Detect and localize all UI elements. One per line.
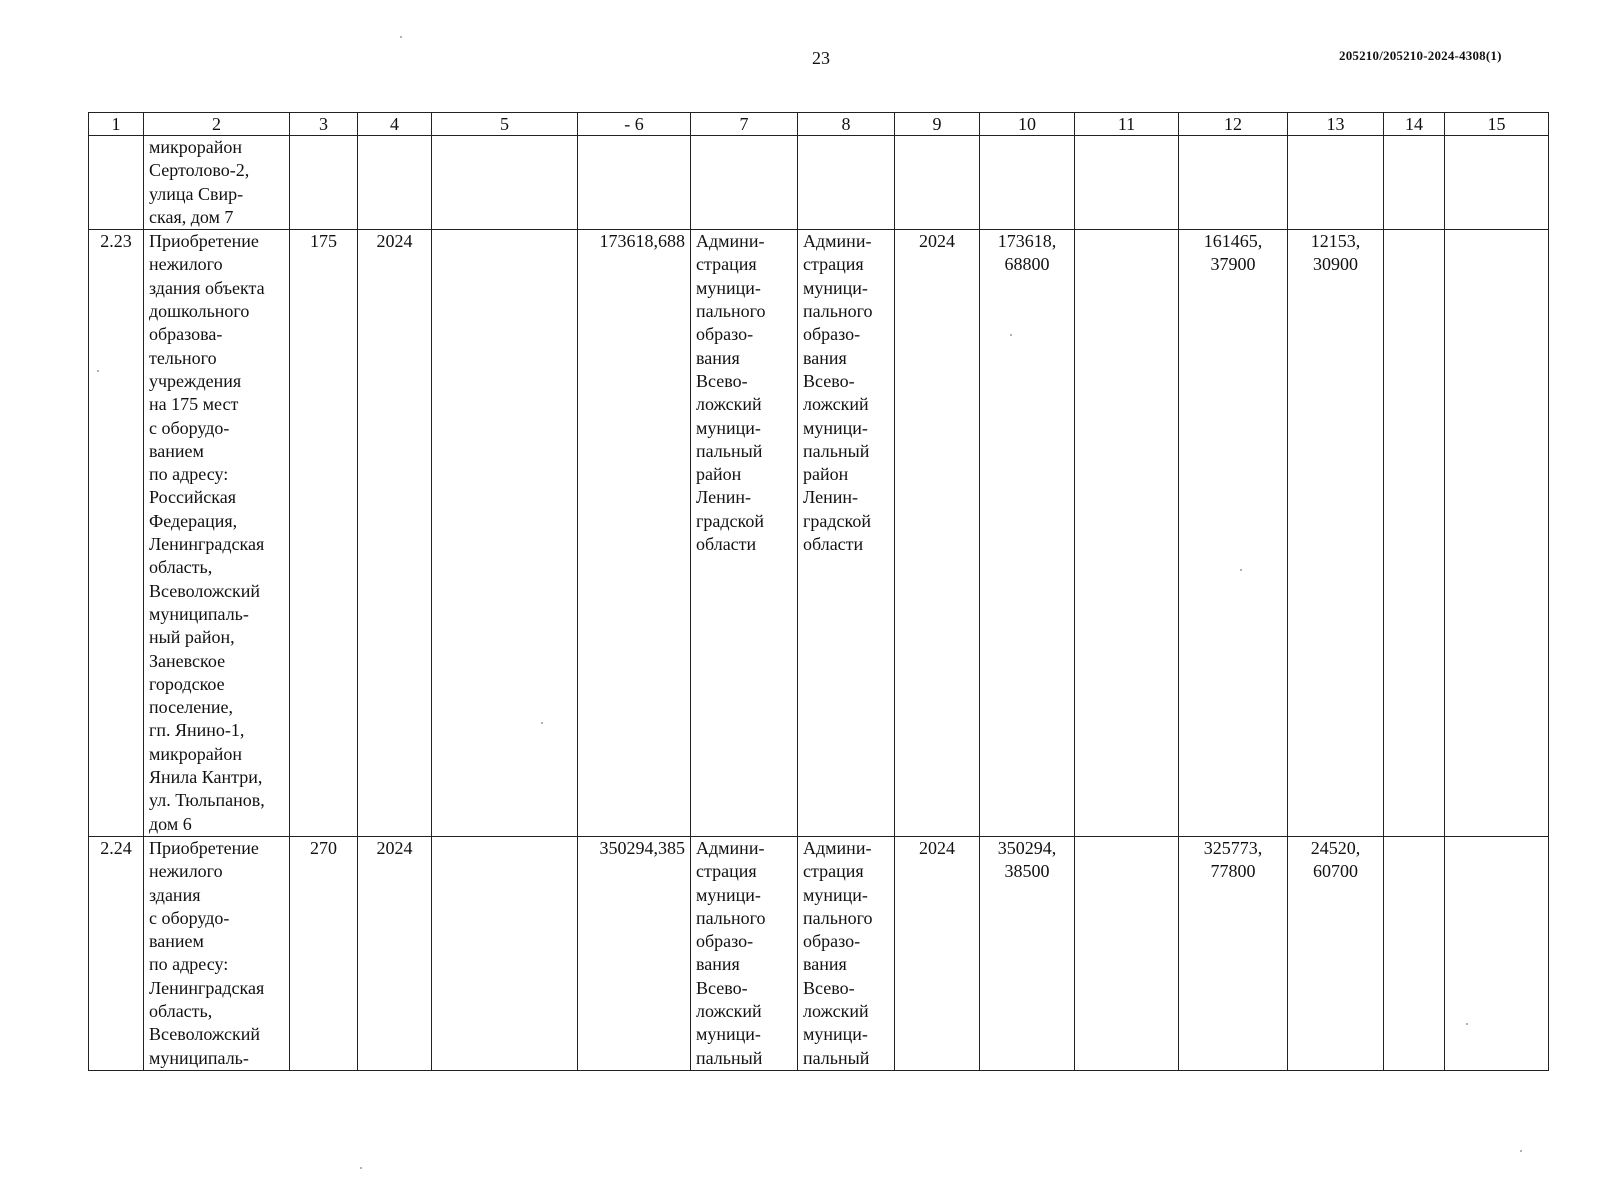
page-number: 23 — [812, 48, 830, 68]
year-cell: 2024 — [358, 836, 432, 1070]
capacity-cell: 175 — [290, 230, 358, 837]
column-header: 9 — [895, 113, 980, 136]
year-cell: 2024 — [358, 230, 432, 837]
cell-col11 — [1075, 836, 1179, 1070]
cell-col11 — [1075, 230, 1179, 837]
column-number-row — [89, 113, 1549, 136]
customer-cell: Админи- страция муници- пального образо- вания Всево- ложский муници- пальный район Ленин- градской области — [691, 230, 798, 837]
column-header: 8 — [798, 113, 895, 136]
scan-speck — [1466, 1023, 1468, 1025]
scan-speck — [1520, 1150, 1522, 1152]
row-number: 2.24 — [89, 836, 144, 1070]
total-amount-cell: 173618, 68800 — [980, 230, 1075, 837]
capacity-cell: 270 — [290, 836, 358, 1070]
cell-col14 — [1384, 230, 1445, 837]
object-description: микрорайон Сертолово-2, улица Свир- ская, дом 7 — [144, 136, 290, 230]
column-header: 7 — [691, 113, 798, 136]
table-row — [89, 836, 1549, 1070]
scan-speck — [97, 370, 99, 372]
cell-col15 — [1445, 230, 1549, 837]
column-header: 3 — [290, 113, 358, 136]
scan-speck — [400, 36, 402, 38]
scan-speck — [360, 1167, 362, 1169]
scan-speck — [541, 722, 543, 724]
column-header: 4 — [358, 113, 432, 136]
column-header: 10 — [980, 113, 1075, 136]
regional-amount-cell: 24520, 60700 — [1288, 836, 1384, 1070]
document-id: 205210/205210-2024-4308(1) — [1339, 48, 1502, 63]
estimated-cost-cell: 173618,688 — [578, 230, 691, 837]
table-row — [89, 230, 1549, 837]
object-description: Приобретение нежилого здания объекта дошкольного образова- тельного учреждения на 175 мест с оборудо- ванием по адресу: Российская Федерация, Ленинградская область, Всеволожский муниципаль- ный район, Заневское городское поселение, гп. Янино-1, микрорайон Янила Кантри, ул. Тюльпанов, дом 6 — [144, 230, 290, 837]
object-description: Приобретение нежилого здания с оборудо- ванием по адресу: Ленинградская область, Всеволожский муниципаль- — [144, 836, 290, 1070]
finance-year-cell: 2024 — [895, 230, 980, 837]
regional-amount-cell: 12153, 30900 — [1288, 230, 1384, 837]
column-header: 13 — [1288, 113, 1384, 136]
cell-col14 — [1384, 836, 1445, 1070]
federal-amount-cell: 325773, 77800 — [1179, 836, 1288, 1070]
scan-speck — [1010, 334, 1012, 336]
column-header: 15 — [1445, 113, 1549, 136]
column-header: 2 — [144, 113, 290, 136]
cell-col5 — [432, 230, 578, 837]
finance-year-cell: 2024 — [895, 836, 980, 1070]
column-header: 1 — [89, 113, 144, 136]
developer-cell: Админи- страция муници- пального образо- вания Всево- ложский муници- пальный — [798, 836, 895, 1070]
total-amount-cell: 350294, 38500 — [980, 836, 1075, 1070]
cell-col5 — [432, 836, 578, 1070]
column-header: 11 — [1075, 113, 1179, 136]
cell-col15 — [1445, 836, 1549, 1070]
column-header: - 6 — [578, 113, 691, 136]
federal-amount-cell: 161465, 37900 — [1179, 230, 1288, 837]
data-table — [88, 112, 1549, 1071]
continuation-row — [89, 136, 1549, 230]
column-header: 14 — [1384, 113, 1445, 136]
column-header: 5 — [432, 113, 578, 136]
row-number: 2.23 — [89, 230, 144, 837]
customer-cell: Админи- страция муници- пального образо- вания Всево- ложский муници- пальный — [691, 836, 798, 1070]
column-header: 12 — [1179, 113, 1288, 136]
estimated-cost-cell: 350294,385 — [578, 836, 691, 1070]
scan-speck — [1240, 569, 1242, 571]
developer-cell: Админи- страция муници- пального образо- вания Всево- ложский муници- пальный район Ленин- градской области — [798, 230, 895, 837]
